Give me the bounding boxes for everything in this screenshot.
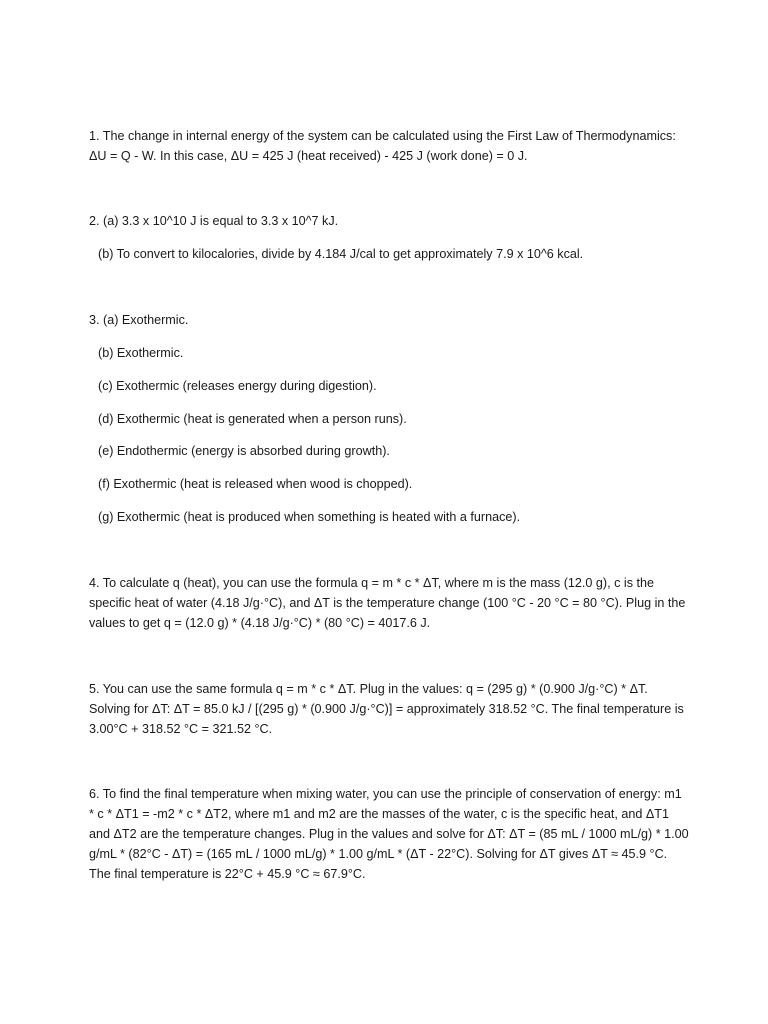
answer-3f: (f) Exothermic (heat is released when wood is chopped). — [98, 477, 413, 491]
answer-2a: 2. (a) 3.3 x 10^10 J is equal to 3.3 x 10^7 kJ. — [89, 214, 339, 228]
answer-6: 6. To find the final temperature when mixing water, you can use the principle of conservation of energy: m1 * c * ΔT1 = -m2 * c * ΔT2, where m1 and m2 are the masses of the water, c is the specific heat, and ΔT1 and ΔT2 are the temperature changes. Plug in the values and solve for ΔT: ΔT = (85 mL / 1000 mL/g) * 1.00 g/mL * (82°C - ΔT) = (165 mL / 1000 mL/g) * 1.00 g/mL * (ΔT - 22°C). Solving for ΔT gives ΔT ≈ 45.9 °C. The final temperature is 22°C + 45.9 °C ≈ 67.9°C. — [89, 787, 689, 881]
answer-5: 5. You can use the same formula q = m * c * ΔT. Plug in the values: q = (295 g) * (0.900 J/g·°C) * ΔT. Solving for ΔT: ΔT = 85.0 kJ / [(295 g) * (0.900 J/g·°C)] = approximately 318.52 °C. The final temperature is 3.00°C + 318.52 °C = 321.52 °C. — [89, 682, 684, 736]
answer-3b: (b) Exothermic. — [98, 346, 184, 360]
answer-1: 1. The change in internal energy of the system can be calculated using the First Law of Thermodynamics: ΔU = Q - W. In this case, ΔU = 425 J (heat received) - 425 J (work done) = 0 J. — [89, 129, 676, 163]
answer-3a: 3. (a) Exothermic. — [89, 313, 189, 327]
answer-2b: (b) To convert to kilocalories, divide by 4.184 J/cal to get approximately 7.9 x 10^6 kcal. — [98, 247, 584, 261]
answer-4: 4. To calculate q (heat), you can use the formula q = m * c * ΔT, where m is the mass (12.0 g), c is the specific heat of water (4.18 J/g·°C), and ΔT is the temperature change (100 °C - 20 °C = 80 °C). Plug in the values to get q = (12.0 g) * (4.18 J/g·°C) * (80 °C) = 4017.6 J. — [89, 576, 686, 630]
answer-3e: (e) Endothermic (energy is absorbed during growth). — [98, 444, 390, 458]
answer-3c: (c) Exothermic (releases energy during digestion). — [98, 379, 377, 393]
answer-3d: (d) Exothermic (heat is generated when a person runs). — [98, 412, 407, 426]
answer-3g: (g) Exothermic (heat is produced when something is heated with a furnace). — [98, 510, 521, 524]
